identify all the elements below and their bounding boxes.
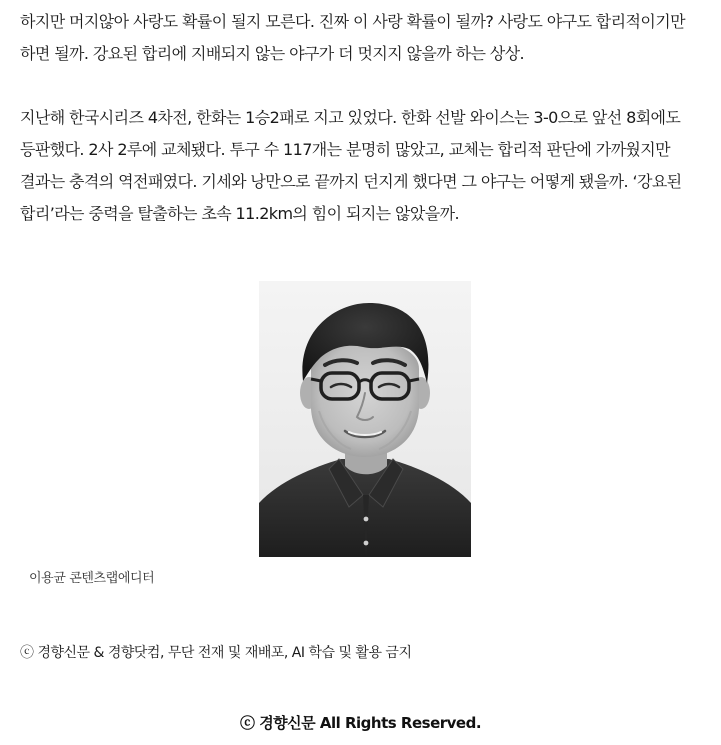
photo-caption: 이용균 콘텐츠랩에디터	[29, 571, 155, 586]
copyright-notice: ⓒ 경향신문 & 경향닷컴, 무단 전재 및 재배포, AI 학습 및 활용 금지	[20, 645, 412, 661]
article-body	[20, 6, 710, 230]
article-paragraph: 지난해 한국시리즈 4차전, 한화는 1승2패로 지고 있었다. 한화 선발 와이스는 3-0으로 앞선 8회에도 등판했다. 2사 2루에 교체됐다. 투구 수 117개는 분명히 많았고, 교체는 합리적 판단에 가까웠지만 결과는 충격의 역전패였다. 기세와 낭만으로 끝까지 던지게 했다면 그 야구는 어떻게 됐을까. ‘강요된 합리’라는 중력을 탈출하는 초속 11.2km의 힘이 되지는 않았을까.	[20, 108, 682, 223]
article-paragraph: 하지만 머지않아 사랑도 확률이 될지 모른다. 진짜 이 사랑 확률이 될까? 사랑도 야구도 합리적이기만 하면 될까. 강요된 합리에 지배되지 않는 야구가 더 멋지지 않을까 하는 상상.	[20, 12, 685, 63]
author-photo	[259, 281, 471, 557]
footer-copyright: ⓒ 경향신문 All Rights Reserved.	[239, 714, 482, 732]
